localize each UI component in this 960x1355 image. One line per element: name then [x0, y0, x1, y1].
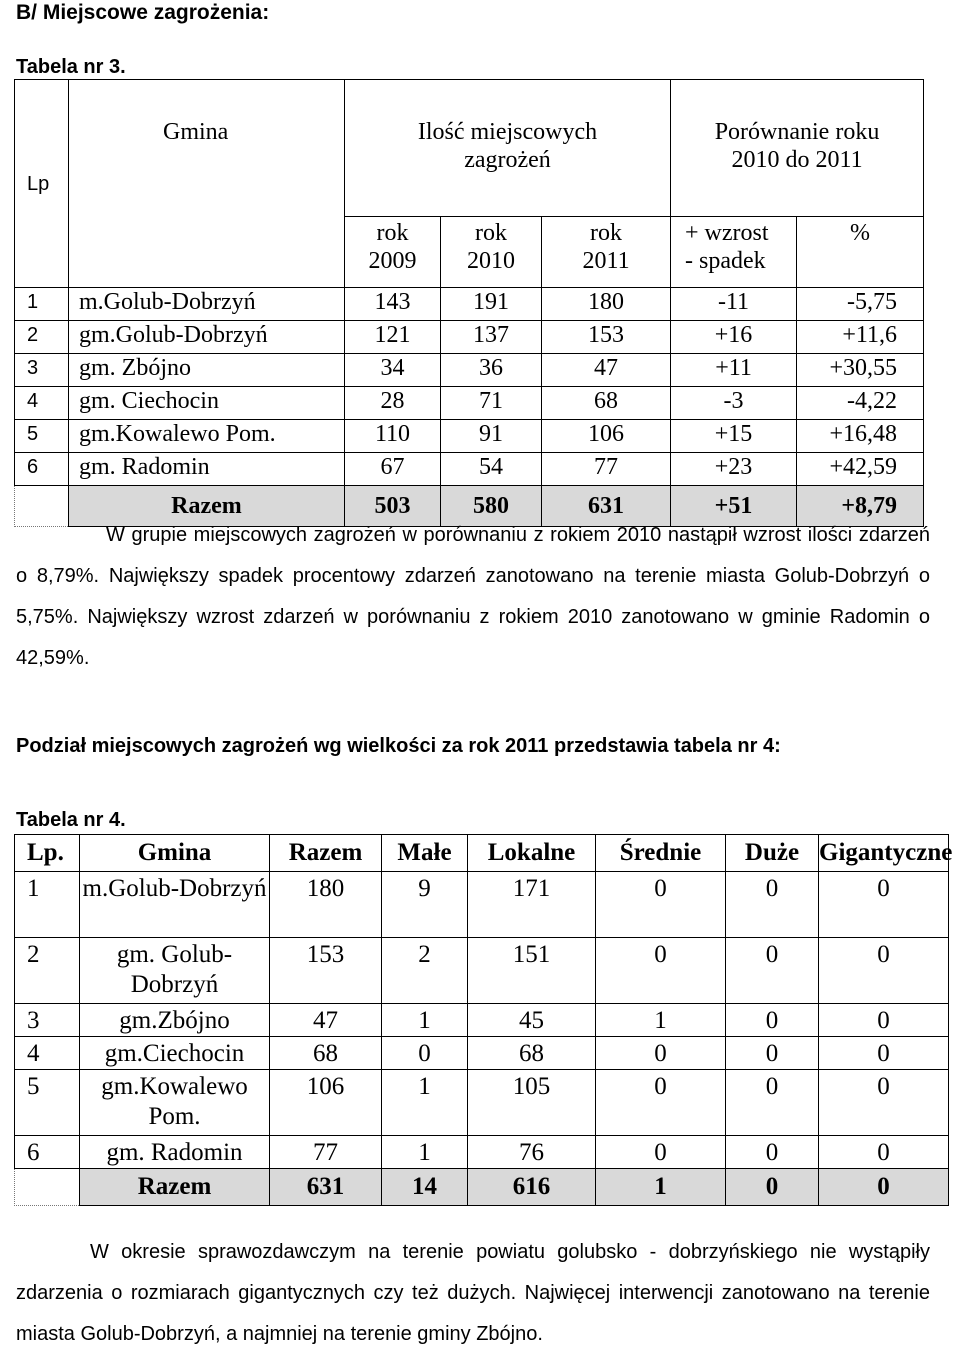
row-lp: 2 [15, 938, 80, 1004]
row-gigantyczne: 0 [819, 1136, 949, 1169]
row-gmina: gm.Golub-Dobrzyń [69, 321, 345, 354]
row-2011: 68 [542, 387, 671, 420]
row-2009: 110 [345, 420, 441, 453]
row-change: -3 [671, 387, 797, 420]
row-male: 1 [382, 1004, 468, 1037]
row-change: +23 [671, 453, 797, 486]
row-srednie: 0 [596, 872, 726, 938]
row-percent: -5,75 [797, 288, 924, 321]
table4-header-lokalne: Lokalne [468, 835, 596, 872]
table4-header-row [15, 835, 949, 872]
row-lp: 3 [15, 1004, 80, 1037]
row-razem: 68 [270, 1037, 382, 1070]
row-percent: +42,59 [797, 453, 924, 486]
table-row [15, 387, 924, 420]
total-razem: 631 [270, 1169, 382, 1206]
row-change: +15 [671, 420, 797, 453]
row-2009: 34 [345, 354, 441, 387]
table3-header-2010: rok 2010 [441, 217, 542, 288]
row-2010: 36 [441, 354, 542, 387]
table-row [15, 938, 949, 1004]
paragraph-conclusion: W okresie sprawozdawczym na terenie powiatu golubsko - dobrzyńskiego nie wystąpiły zdarzenia o rozmiarach gigantycznych czy też dużych. Najwięcej interwencji zanotowano na terenie miasta Golub-Dobrzyń, a najmniej na terenie gminy Zbójno. [16, 1241, 930, 1345]
total-srednie: 1 [596, 1169, 726, 1206]
row-duze: 0 [726, 1070, 819, 1136]
row-male: 2 [382, 938, 468, 1004]
row-gigantyczne: 0 [819, 872, 949, 938]
row-gmina: m.Golub-Dobrzyń [69, 288, 345, 321]
total-duze: 0 [726, 1169, 819, 1206]
table-row [15, 872, 949, 938]
table3-header-compare-group: Porównanie roku 2010 do 2011 [671, 80, 924, 217]
table3-header-change: + wzrost - spadek [671, 217, 797, 288]
total-label: Razem [80, 1169, 270, 1206]
table-row [15, 288, 924, 321]
row-percent: +11,6 [797, 321, 924, 354]
row-2009: 28 [345, 387, 441, 420]
table4-header-lp: Lp. [15, 835, 80, 872]
total-lokalne: 616 [468, 1169, 596, 1206]
row-duze: 0 [726, 1136, 819, 1169]
row-gmina: gm.Ciechocin [80, 1037, 270, 1070]
table-row [15, 1004, 949, 1037]
table4-header-gigantyczne: Gigantyczne [819, 835, 949, 872]
total-2009: 503 [345, 486, 441, 527]
row-razem: 180 [270, 872, 382, 938]
row-gmina: gm.Kowalewo Pom. [80, 1070, 270, 1136]
table4-header-male: Małe [382, 835, 468, 872]
table3-header-count-group: Ilość miejscowych zagrożeń [345, 80, 671, 217]
row-2010: 71 [441, 387, 542, 420]
row-lp: 6 [15, 1136, 80, 1169]
table4-caption: Tabela nr 4. [16, 809, 126, 831]
row-male: 1 [382, 1136, 468, 1169]
total-gigantyczne: 0 [819, 1169, 949, 1206]
row-2010: 191 [441, 288, 542, 321]
table4-header-duze: Duże [726, 835, 819, 872]
table-row [15, 420, 924, 453]
table4-header-srednie: Średnie [596, 835, 726, 872]
total-percent: +8,79 [797, 486, 924, 527]
table4-header-gmina: Gmina [80, 835, 270, 872]
table3-caption: Tabela nr 3. [16, 56, 126, 78]
row-change: +16 [671, 321, 797, 354]
row-lp: 3 [15, 354, 69, 387]
row-lp: 5 [15, 420, 69, 453]
total-blank-cell [15, 1169, 80, 1206]
row-2010: 137 [441, 321, 542, 354]
row-2011: 77 [542, 453, 671, 486]
row-duze: 0 [726, 1004, 819, 1037]
subheading-table4: Podział miejscowych zagrożeń wg wielkości za rok 2011 przedstawia tabela nr 4: [16, 735, 781, 757]
paragraph-summary-2010: W grupie miejscowych zagrożeń w porównaniu z rokiem 2010 nastąpił wzrost ilości zdarzeń o 8,79%. Największy spadek procentowy zdarzeń zanotowano na terenie miasta Golub-Dobrzyń o 5,75%. Największy wzrost zdarzeń w porównaniu z rokiem 2010 zanotowano w gminie Radomin o 42,59%. [16, 524, 930, 669]
row-razem: 153 [270, 938, 382, 1004]
row-gigantyczne: 0 [819, 1070, 949, 1136]
row-lp: 2 [15, 321, 69, 354]
table-row [15, 453, 924, 486]
total-label: Razem [69, 486, 345, 527]
row-lokalne: 151 [468, 938, 596, 1004]
row-2011: 153 [542, 321, 671, 354]
row-2011: 180 [542, 288, 671, 321]
row-duze: 0 [726, 872, 819, 938]
row-change: +11 [671, 354, 797, 387]
table3-header-percent: % [797, 217, 924, 288]
total-2011: 631 [542, 486, 671, 527]
table-row [15, 1070, 949, 1136]
row-razem: 47 [270, 1004, 382, 1037]
row-razem: 106 [270, 1070, 382, 1136]
row-gigantyczne: 0 [819, 1037, 949, 1070]
table3-header-row [15, 80, 924, 217]
table-row [15, 1136, 949, 1169]
row-lokalne: 171 [468, 872, 596, 938]
row-gmina: gm. Radomin [80, 1136, 270, 1169]
table4-header-razem: Razem [270, 835, 382, 872]
row-lp: 1 [15, 288, 69, 321]
row-duze: 0 [726, 1037, 819, 1070]
row-lp: 4 [15, 387, 69, 420]
table-row [15, 354, 924, 387]
row-srednie: 0 [596, 1070, 726, 1136]
row-lp: 5 [15, 1070, 80, 1136]
table3-header-2009: rok 2009 [345, 217, 441, 288]
table4-total-row [15, 1169, 949, 1206]
row-2010: 54 [441, 453, 542, 486]
row-gigantyczne: 0 [819, 1004, 949, 1037]
row-lokalne: 76 [468, 1136, 596, 1169]
row-lokalne: 105 [468, 1070, 596, 1136]
row-male: 1 [382, 1070, 468, 1136]
row-srednie: 0 [596, 1136, 726, 1169]
row-2009: 121 [345, 321, 441, 354]
row-srednie: 0 [596, 1037, 726, 1070]
row-duze: 0 [726, 938, 819, 1004]
row-percent: +30,55 [797, 354, 924, 387]
row-2011: 106 [542, 420, 671, 453]
table3 [14, 79, 924, 527]
row-percent: +16,48 [797, 420, 924, 453]
row-gmina: gm.Kowalewo Pom. [69, 420, 345, 453]
table3-header-gmina: Gmina [69, 80, 345, 288]
section-heading: B/ Miejscowe zagrożenia: [16, 1, 270, 24]
table3-header-2011: rok 2011 [542, 217, 671, 288]
row-gmina: gm. Golub-Dobrzyń [80, 938, 270, 1004]
table4 [14, 834, 953, 1206]
table-row [15, 1037, 949, 1070]
row-male: 9 [382, 872, 468, 938]
row-change: -11 [671, 288, 797, 321]
row-2009: 143 [345, 288, 441, 321]
row-2009: 67 [345, 453, 441, 486]
table-row [15, 321, 924, 354]
row-lp: 4 [15, 1037, 80, 1070]
row-lokalne: 45 [468, 1004, 596, 1037]
row-2010: 91 [441, 420, 542, 453]
total-male: 14 [382, 1169, 468, 1206]
row-gmina: gm.Zbójno [80, 1004, 270, 1037]
row-gigantyczne: 0 [819, 938, 949, 1004]
row-gmina: gm. Ciechocin [69, 387, 345, 420]
row-gmina: gm. Radomin [69, 453, 345, 486]
table3-header-lp: Lp [15, 80, 69, 288]
row-gmina: m.Golub-Dobrzyń [80, 872, 270, 938]
total-change: +51 [671, 486, 797, 527]
row-lp: 1 [15, 872, 80, 938]
row-percent: -4,22 [797, 387, 924, 420]
row-srednie: 1 [596, 1004, 726, 1037]
row-lp: 6 [15, 453, 69, 486]
row-male: 0 [382, 1037, 468, 1070]
row-2011: 47 [542, 354, 671, 387]
row-srednie: 0 [596, 938, 726, 1004]
row-razem: 77 [270, 1136, 382, 1169]
row-gmina: gm. Zbójno [69, 354, 345, 387]
row-lokalne: 68 [468, 1037, 596, 1070]
total-2010: 580 [441, 486, 542, 527]
